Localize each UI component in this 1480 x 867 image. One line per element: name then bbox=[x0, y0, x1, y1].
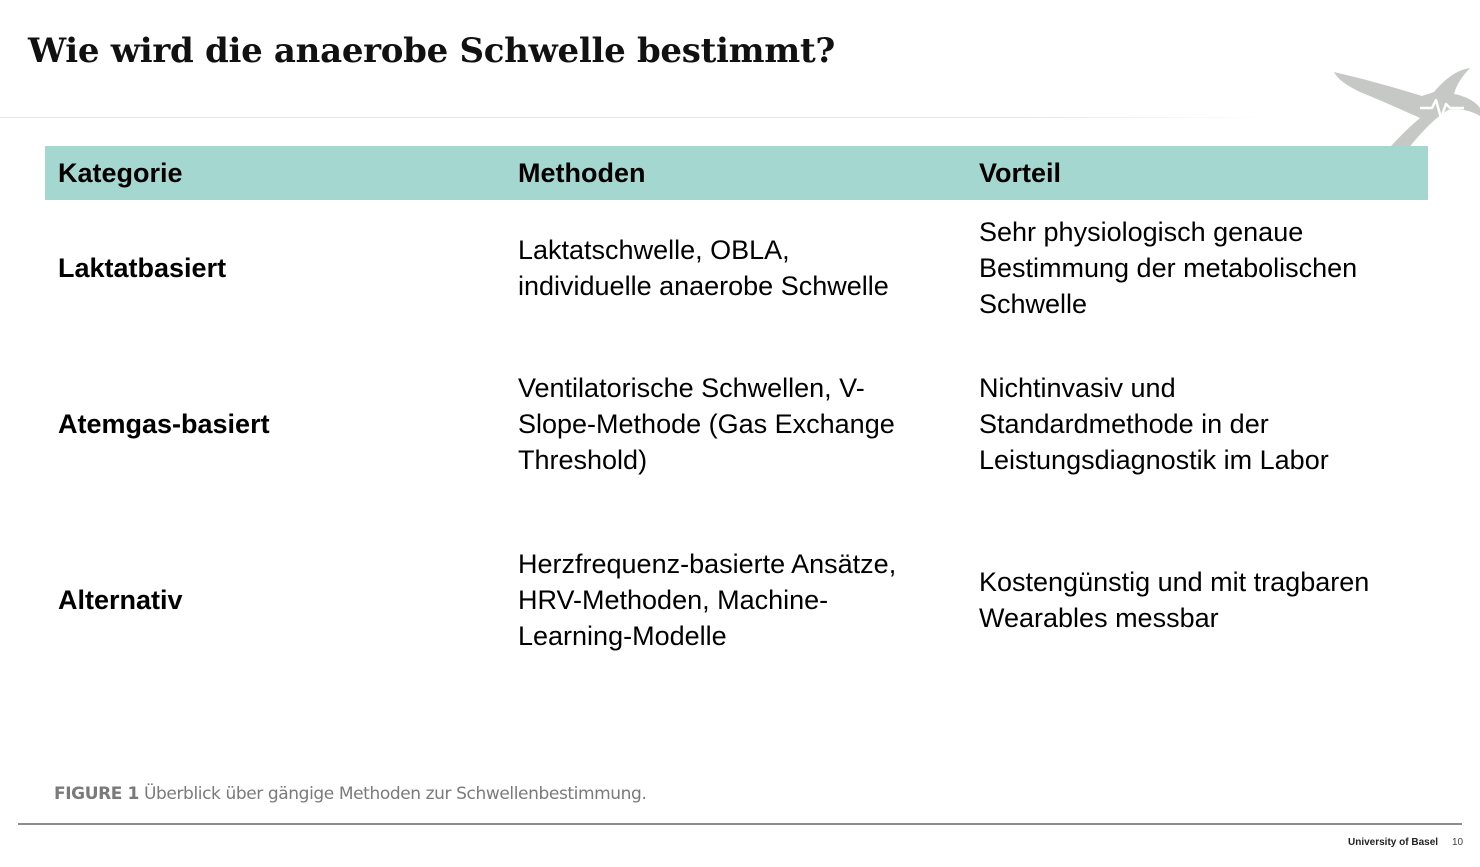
row-3-vorteil bbox=[979, 564, 1369, 636]
table-header-bar bbox=[45, 146, 1428, 200]
footer-organization: University of Basel bbox=[1348, 837, 1439, 848]
runner-heartbeat-icon bbox=[1320, 62, 1480, 154]
row-2-methoden-line: Ventilatorische Schwellen, V- bbox=[518, 373, 865, 403]
row-1-vorteil-line: Bestimmung der metabolischen bbox=[979, 253, 1358, 283]
row-2-vorteil-line: Nichtinvasiv und bbox=[979, 373, 1176, 403]
row-1-methoden-line: Laktatschwelle, OBLA, bbox=[518, 235, 790, 265]
row-1-vorteil-line: Schwelle bbox=[979, 289, 1088, 319]
row-1-kategorie: Laktatbasiert bbox=[58, 253, 227, 283]
row-3-methoden bbox=[518, 546, 896, 654]
figure-caption bbox=[54, 782, 646, 806]
row-2-vorteil-line: Leistungsdiagnostik im Labor bbox=[979, 445, 1329, 475]
row-3-vorteil-line: Kostengünstig und mit tragbaren bbox=[979, 567, 1370, 597]
row-2-vorteil bbox=[979, 370, 1329, 478]
row-2-methoden-line: Threshold) bbox=[518, 445, 648, 475]
row-1-methoden-line: individuelle anaerobe Schwelle bbox=[518, 271, 889, 301]
row-1-vorteil bbox=[979, 214, 1357, 322]
row-2-methoden-line: Slope-Methode (Gas Exchange bbox=[518, 409, 895, 439]
footer-divider bbox=[18, 823, 1462, 825]
slide-title: Wie wird die anaerobe Schwelle bestimmt? bbox=[28, 31, 836, 71]
row-3-kategorie: Alternativ bbox=[58, 585, 183, 615]
row-2-methoden bbox=[518, 370, 895, 478]
column-header-kategorie: Kategorie bbox=[58, 158, 183, 188]
figure-label: FIGURE 1 bbox=[54, 784, 139, 804]
row-3-methoden-line: HRV-Methoden, Machine- bbox=[518, 585, 829, 615]
row-3-vorteil-line: Wearables messbar bbox=[979, 603, 1219, 633]
row-3-methoden-line: Herzfrequenz-basierte Ansätze, bbox=[518, 549, 897, 579]
title-divider bbox=[0, 117, 1270, 118]
row-1-vorteil-line: Sehr physiologisch genaue bbox=[979, 217, 1304, 247]
row-2-kategorie: Atemgas-basiert bbox=[58, 409, 270, 439]
row-1-methoden bbox=[518, 232, 889, 304]
figure-caption-text: Überblick über gängige Methoden zur Schwellenbestimmung. bbox=[143, 784, 647, 804]
row-3-methoden-line: Learning-Modelle bbox=[518, 621, 727, 651]
row-2-vorteil-line: Standardmethode in der bbox=[979, 409, 1269, 439]
column-header-methoden: Methoden bbox=[518, 158, 646, 188]
column-header-vorteil: Vorteil bbox=[979, 158, 1062, 188]
page-number: 10 bbox=[1452, 837, 1464, 848]
